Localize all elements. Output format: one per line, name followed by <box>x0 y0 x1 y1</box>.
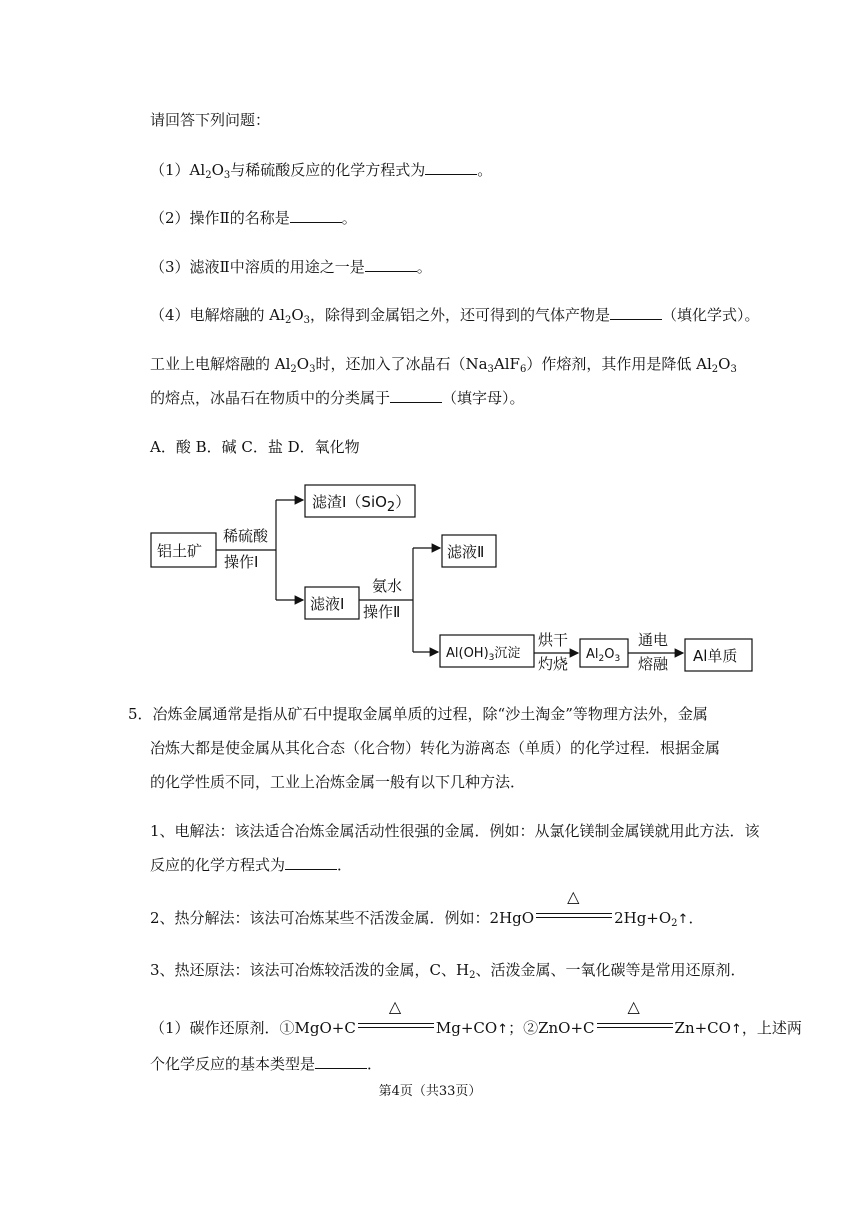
q4-part3: （3）滤液Ⅱ中溶质的用途之一是 。 <box>150 258 432 276</box>
q5-method1-line2: 反应的化学方程式为 ． <box>150 856 353 874</box>
q5-line2: 冶炼大都是使金属从其化合态（化合物）转化为游离态（单质）的化学过程．根据金属 <box>150 739 721 757</box>
reagent1-label: 稀硫酸 <box>223 527 269 545</box>
alumina-label: $Al_2O_3$ <box>586 647 621 664</box>
q5-method1-line1: 1、电解法：该法适合冶炼金属活动性很强的金属．例如：从氯化镁制金属镁就用此方法．该 <box>150 822 760 840</box>
reagent2-label: 氨水 <box>372 577 403 595</box>
product-label: Al单质 <box>693 647 738 665</box>
step4a-label: 通电 <box>638 631 669 649</box>
step3a-label: 烘干 <box>538 631 569 649</box>
q4-part2: （2）操作Ⅱ的名称是 。 <box>150 209 357 227</box>
q5-method3: 3、热还原法：该法可冶炼较活泼的金属，C、$H_2$、活泼金属、一氧化碳等是常用还原剂． <box>150 961 746 981</box>
filtrate1-label: 滤液Ⅰ <box>310 595 345 613</box>
heat-condition: △ <box>595 1013 675 1033</box>
precipitate-label: $Al(OH)_3$沉淀 <box>446 646 521 663</box>
answer-blank[interactable] <box>285 855 337 870</box>
answer-options: A．酸 B．碱 C．盐 D．氧化物 <box>150 438 360 456</box>
q5-method3-part1-cont: 个化学反应的基本类型是 ． <box>150 1055 383 1073</box>
filtrate2-label: 滤液Ⅱ <box>447 543 485 561</box>
q4-part1: $(1)Al_2O_3$与稀硫酸反应的化学方程式为 。 <box>150 161 493 181</box>
step3b-label: 灼烧 <box>538 655 569 673</box>
q4-part4: （4）电解熔融的 $Al_2O_3$，除得到金属铝之外，还可得到的气体产物是 （填化学式）。 <box>150 306 760 326</box>
residue1-label: 滤渣Ⅰ（SiO2） <box>312 493 411 515</box>
op2-label: 操作Ⅱ <box>363 603 401 621</box>
q5-method2: 2、热分解法：该法可冶炼某些不活泼金属．例如：2HgO △ $2Hg+O_2↑$． <box>150 887 704 929</box>
heat-condition: △ <box>356 1013 436 1033</box>
q5-method3-part1: （1）碳作还原剂．①MgO+C △ Mg+CO↑；②ZnO+C △ Zn+CO↑，上述两 <box>150 997 802 1037</box>
step4b-label: 熔融 <box>638 655 669 673</box>
heat-condition: △ <box>534 903 614 923</box>
op1-label: 操作Ⅰ <box>224 553 259 571</box>
intro-text: 请回答下列问题： <box>150 111 271 129</box>
ore-label: 铝土矿 <box>157 542 203 560</box>
q4-cryolite-line1: 工业上电解熔融的 $Al_2O_3$时，还加入了冰晶石$(Na_3AlF_6)$作熔剂，其作用是降低 $Al_2O_3$ <box>150 355 737 375</box>
q4-cryolite-line2: 的熔点，冰晶石在物质中的分类属于 （填字母）。 <box>150 389 525 407</box>
q5-line1: 5．冶炼金属通常是指从矿石中提取金属单质的过程，除“沙土淘金”等物理方法外，金属 <box>128 705 708 723</box>
page-footer: 第4页（共33页） <box>378 1084 482 1099</box>
answer-blank[interactable] <box>315 1054 367 1069</box>
q5-line3: 的化学性质不同，工业上冶炼金属一般有以下几种方法． <box>150 773 526 791</box>
